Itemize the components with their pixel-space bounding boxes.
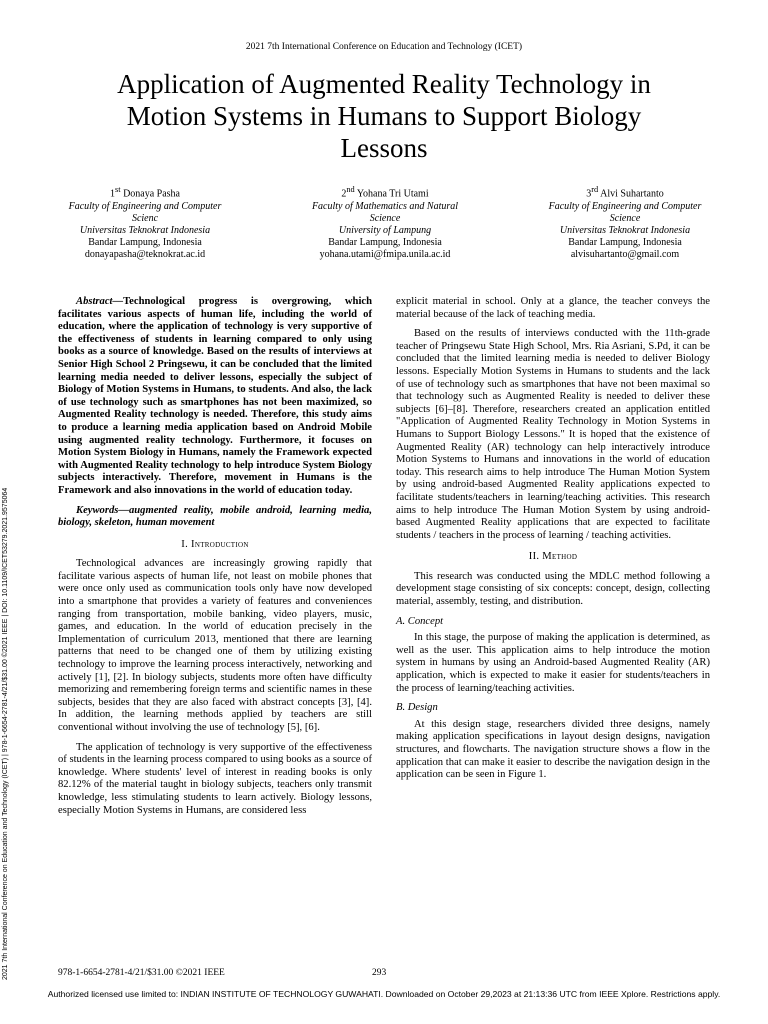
author-name: 2nd Yohana Tri Utami bbox=[341, 185, 429, 200]
title-line-3: Lessons bbox=[340, 133, 428, 163]
right-column bbox=[396, 296, 710, 789]
section-heading-method: II. Method bbox=[528, 551, 578, 563]
author-institution: Universitas Teknokrat Indonesia bbox=[79, 224, 211, 236]
author-block bbox=[40, 184, 730, 262]
paper-title bbox=[50, 68, 718, 164]
keywords: Keywords—augmented reality, mobile android, learning media, biology, skeleton, human movement bbox=[58, 504, 372, 529]
author-3 bbox=[520, 184, 730, 262]
section-heading-introduction: I. Introduction bbox=[181, 538, 249, 550]
left-column bbox=[58, 296, 372, 824]
subsection-heading-concept: A. Concept bbox=[396, 615, 444, 627]
author-affiliation-cont: Science bbox=[609, 212, 641, 224]
authorized-use-notice: Authorized licensed use limited to: INDIAN INSTITUTE OF TECHNOLOGY GUWAHATI. Downloaded on October 29,2023 at 21:13:36 UTC from IEEE Xplore. Restrictions apply. bbox=[47, 989, 721, 999]
design-paragraph: At this design stage, researchers divided three designs, namely making application specifications in layout design designs, navigation structures, and flowcharts. The navigation structure shows a flow in the application that can make it easier to describe the navigation design in the application can be seen in Figure 1. bbox=[396, 718, 710, 781]
author-affiliation: Faculty of Mathematics and Natural bbox=[311, 200, 459, 212]
abstract bbox=[58, 296, 372, 498]
conference-header: 2021 7th International Conference on Education and Technology (ICET) bbox=[245, 42, 523, 52]
author-email: alvisuhartanto@gmail.com bbox=[570, 249, 680, 261]
abstract-lead: Abstract— bbox=[76, 296, 124, 307]
title-line-1: Application of Augmented Reality Technology in bbox=[117, 69, 651, 99]
author-city: Bandar Lampung, Indonesia bbox=[568, 237, 682, 249]
intro-paragraph-2-cont: explicit material in school. Only at a glance, the teacher conveys the material because of the lack of teaching media. bbox=[396, 296, 710, 320]
author-institution: University of Lampung bbox=[338, 224, 432, 236]
concept-paragraph: In this stage, the purpose of making the application is determined, as well as the user. This application aims to help introduce the motion system in humans by using an Android-based Augmented Reality (AR) application, which is expected to make it easier for students/teachers in the process of learning/teaching activities. bbox=[396, 632, 710, 694]
footer-isbn: 978-1-6654-2781-4/21/$31.00 ©2021 IEEE bbox=[58, 968, 225, 978]
author-affiliation-cont: Science bbox=[369, 212, 401, 224]
author-institution: Universitas Teknokrat Indonesia bbox=[559, 224, 691, 236]
method-paragraph: This research was conducted using the MDLC method following a development stage consisting of six concepts: concept, design, collecting material, assembly, testing, and distribution. bbox=[396, 570, 710, 608]
author-affiliation: Faculty of Engineering and Computer bbox=[548, 200, 702, 212]
author-affiliation-cont: Scienc bbox=[131, 212, 159, 224]
abstract-text: Technological progress is overgrowing, which facilitates various aspects of human life, including the world of education, where the application of technology is very supportive of the effectiveness of students in learning compared to only using books as a source of knowledge. Based on the results of interviews at Senior High School 2 Pringsewu, it can be concluded that the limited learning media needed to deliver lessons, especially the subject of Biology of Motion Systems in Humans, to students. And also, the lack of use technology such as smartphones has not been maximized, so Augmented Reality technology is needed. Therefore, this study aims to produce a learning media application based on Android Mobile using augmented reality technology. Furthermore, it focuses on Motion System Biology in Humans, namely the Framework expected with Augmented Reality technology to help introduce System Biology subjects interactively. Therefore, movement in Humans is the Framework and also innovations in the world of education today. bbox=[58, 296, 372, 496]
title-line-2: Motion Systems in Humans to Support Biology bbox=[126, 101, 642, 131]
author-city: Bandar Lampung, Indonesia bbox=[328, 237, 442, 249]
author-1 bbox=[40, 184, 250, 262]
intro-paragraph-3: Based on the results of interviews conducted with the 11th-grade teacher of Pringsewu State High School, Mrs. Ria Asriani, S.Pd, it can be concluded that the limited learning media is needed to deliver Biology lessons. Especially Motion Systems in Humans to students and the lack of use of technology such as smartphones that have not been maximal so that technology such as Augmented Reality is needed to deliver these subjects [6]–[8]. Therefore, researchers created an application entitled "Application of Augmented Reality Technology in Motion Systems in Humans to Support Biology Lessons." It is hoped that the existence of Augmented Reality (AR) technology can help interactively introduce Motion Systems to Humans and innovations in the world of education today. This research aims to help introduce The Human Motion System by using android-based Augmented Reality applications expected to facilitate students/teachers in learning/teaching activities. This research aims to help introduce The Human Motion System by using android-based Augmented Reality applications that are expected to facilitate students / teachers in the process of learning / teaching activities. bbox=[396, 328, 710, 541]
side-doi-text: 2021 7th International Conference on Education and Technology (ICET) | 978-1-6654-2781-4/21/$31.00 ©2021 IEEE | DOI: 10.1109/ICET53279.2021.9575064 bbox=[2, 487, 9, 980]
author-affiliation: Faculty of Engineering and Computer bbox=[68, 200, 222, 212]
author-email: donayapasha@teknokrat.ac.id bbox=[84, 249, 206, 261]
page-number: 293 bbox=[372, 968, 387, 978]
author-city: Bandar Lampung, Indonesia bbox=[88, 237, 202, 249]
author-email: yohana.utami@fmipa.unila.ac.id bbox=[319, 249, 451, 261]
intro-paragraph-2: The application of technology is very supportive of the effectiveness of students in the learning process compared to using books as a source of knowledge. Where students' level of interest in reading books is only 82.12% of the material taught in biology subjects, teachers only transmit knowledge, less stimulating students to learn actively. Biology lessons, especially Motion Systems in Humans, are considered less bbox=[58, 741, 372, 816]
intro-paragraph-1: Technological advances are increasingly growing rapidly that facilitate various aspects of human life, not least on mobile phones that were once only used as communication tools only have now developed into a smartphone that provides a variety of features and conveniences ranging from transportation, mobile banking, video players, music, games, and education. In the world of education precisely in the Implementation of curriculum 2013, mentioned that there are learning patterns that need to be changed one of them by utilizing existing technology to improve the learning process interactively, networking and actively [1], [2]. In biology subjects, students more often have difficulty memorizing and remembering foreign terms and scientific names in these subjects, besides that they are also faced with abstract concepts [3], [4]. In addition, the learning methods applied by teachers are still conventional without involving the use of technology [5], [6]. bbox=[58, 558, 372, 733]
author-name: 1st Donaya Pasha bbox=[110, 185, 180, 200]
author-2 bbox=[280, 184, 490, 262]
author-name: 3rd Alvi Suhartanto bbox=[586, 185, 664, 200]
subsection-heading-design: B. Design bbox=[396, 702, 438, 714]
